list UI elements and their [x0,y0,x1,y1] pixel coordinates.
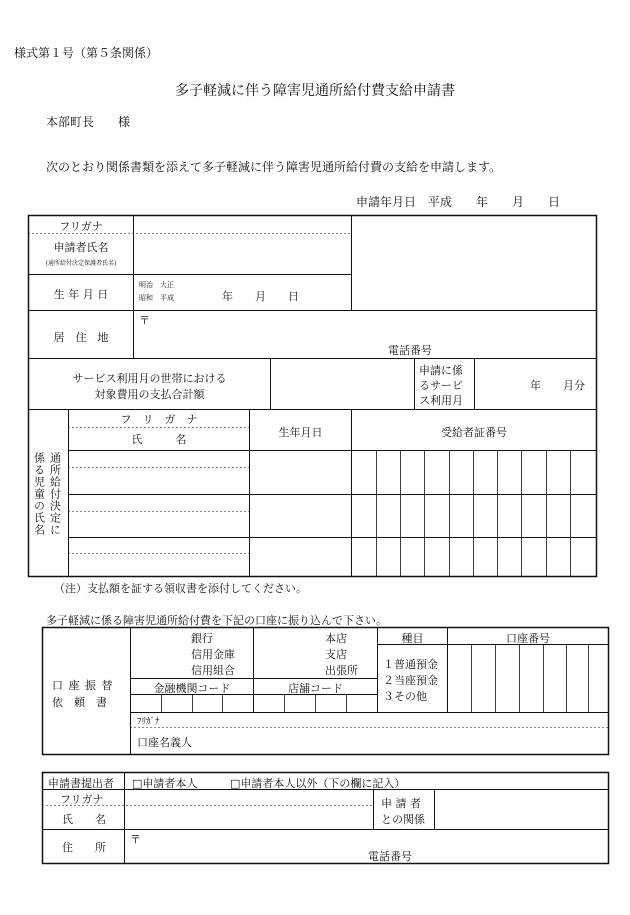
service-month-label-3: ス利用月 [419,394,463,407]
submitter-furigana-label: フリガナ [60,793,104,806]
submitter-label: 申請書提出者 [48,777,114,790]
birthdate-label: 生 年 月 日 [53,288,109,301]
bank-type-3: 信用組合 [191,664,235,677]
page-title: 多子軽減に伴う障害児通所給付費支給申請書 [175,83,455,99]
furigana-label: フリガナ [59,220,103,233]
branch-type-3: 出張所 [325,664,358,677]
postal-mark: 〒 [139,314,150,327]
relation-label-1: 申 請 者 [381,797,421,810]
cost-label-line1: サービス利用月の世帯における [72,372,227,385]
intro-text: 次のとおり関係書類を添えて多子軽減に伴う障害児通所給付費の支給を申請します。 [46,160,502,174]
child-name-label: 氏 名 [131,433,187,446]
submitter-postal-mark: 〒 [130,833,141,846]
account-kind-option-3: ３その他 [383,690,427,703]
service-month-label-1: 申請に係 [419,364,463,377]
submitter-address-label: 住 所 [62,841,106,854]
financial-institution-code-label: 金融機関コード [153,682,231,695]
application-date: 申請年月日 平成 年 月 日 [356,195,561,209]
account-number-label: 口座番号 [506,632,550,645]
relation-label-2: との関係 [381,813,425,826]
birthdate-ymd: 年 月 日 [222,290,299,303]
bank-type-1: 銀行 [191,632,213,645]
bank-side-label-1: 口 座 振 替 [52,679,114,692]
bank-side-label-2: 依 頼 書 [52,696,107,709]
submitter-other-checkbox[interactable]: □申請者本人以外（下の欄に記入） [230,777,406,790]
phone-label: 電話番号 [388,344,432,357]
service-month-value: 年 月分 [530,379,585,392]
era-options-1: 明治 大正 [139,281,174,289]
account-kind-option-1: １普通預金 [383,658,438,671]
transfer-intro: 多子軽減に係る障害児通所給付費を下記の口座に振り込んで下さい。 [46,614,387,627]
branch-type-2: 支店 [325,648,347,661]
account-holder-label: 口座名義人 [137,736,192,749]
addressee: 本部町長 様 [46,115,131,129]
submitter-phone-label: 電話番号 [368,850,412,863]
holder-furigana-label: ﾌﾘｶﾞﾅ [137,717,160,727]
account-kind-label: 種目 [401,632,424,645]
address-label: 居 住 地 [53,331,109,344]
submitter-self-checkbox[interactable]: □申請者本人 [132,777,198,790]
era-options-2: 昭和 平成 [139,294,174,302]
child-birthdate-label: 生年月日 [278,426,323,439]
receipt-note: （注）支払額を証する領収書を添付してください。 [54,582,307,595]
applicant-name-label: 申請者氏名 [53,241,109,254]
form-number: 様式第１号（第５条関係） [14,46,159,60]
branch-code-label: 店舗コード [288,682,343,695]
account-kind-option-2: ２当座預金 [383,674,438,687]
service-month-label-2: るサービ [419,379,463,392]
branch-type-1: 本店 [325,632,347,645]
certificate-number-label: 受給者証番号 [441,426,507,439]
child-side-label-a: 係る児童の氏名 [32,452,46,536]
child-furigana-label: フ リ ガ ナ [120,413,198,426]
child-side-label-b: 通所給付決定に [48,452,62,536]
bank-type-2: 信用金庫 [191,648,235,661]
submitter-name-label: 氏 名 [62,813,106,826]
applicant-name-note: (通所給付決定保護者氏名) [45,260,117,267]
cost-label-line2: 対象費用の支払合計額 [94,388,205,401]
